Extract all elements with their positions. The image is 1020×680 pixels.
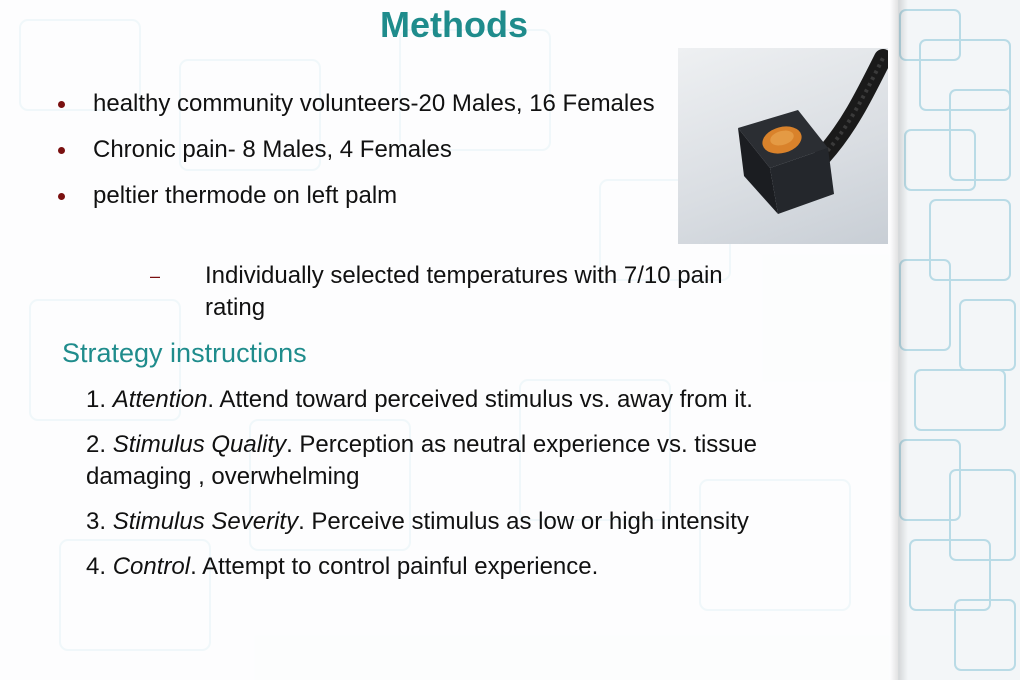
dash-icon: – — [150, 266, 161, 286]
strategy-item — [86, 551, 846, 583]
strategy-item — [86, 506, 846, 538]
slide-title: Methods — [380, 4, 528, 45]
bullet-dot-icon — [58, 147, 65, 154]
thermode-probe-photo — [678, 48, 888, 244]
bullet-dot-icon — [58, 193, 65, 200]
thermode-probe-icon — [678, 48, 888, 244]
sub-bullet-item — [150, 260, 745, 324]
strategy-number: 4. — [86, 553, 107, 580]
strategy-term: Stimulus Quality — [112, 431, 287, 458]
strategy-number: 2. — [86, 431, 107, 458]
strategy-text: . Attempt to control painful experience. — [190, 553, 599, 580]
strategy-term: Attention — [112, 386, 208, 413]
sub-bullet-text: Individually selected temperatures with 7/10 pain rating — [205, 262, 723, 321]
strategy-text: . Perceive stimulus as low or high intensity — [298, 508, 749, 535]
strategy-item — [86, 429, 846, 493]
section-heading: Strategy instructions — [62, 338, 307, 368]
strategy-list — [86, 384, 846, 596]
strategy-text: . Perception as neutral experience vs. tissue damaging , overwhelming — [86, 431, 757, 490]
bullet-list — [58, 88, 678, 226]
strategy-term: Control — [112, 553, 191, 580]
bullet-text: Chronic pain- 8 Males, 4 Females — [93, 136, 452, 163]
bullet-item — [58, 180, 678, 212]
strategy-item — [86, 384, 846, 416]
bullet-text: healthy community volunteers-20 Males, 16 Females — [93, 90, 655, 117]
bullet-item — [58, 134, 678, 166]
strategy-text: . Attend toward perceived stimulus vs. away from it. — [207, 386, 753, 413]
bullet-item — [58, 88, 678, 120]
strategy-term: Stimulus Severity — [112, 508, 299, 535]
bullet-dot-icon — [58, 101, 65, 108]
strategy-number: 3. — [86, 508, 107, 535]
bullet-text: peltier thermode on left palm — [93, 182, 398, 209]
page-edge-shadow — [890, 0, 908, 680]
strategy-number: 1. — [86, 386, 107, 413]
